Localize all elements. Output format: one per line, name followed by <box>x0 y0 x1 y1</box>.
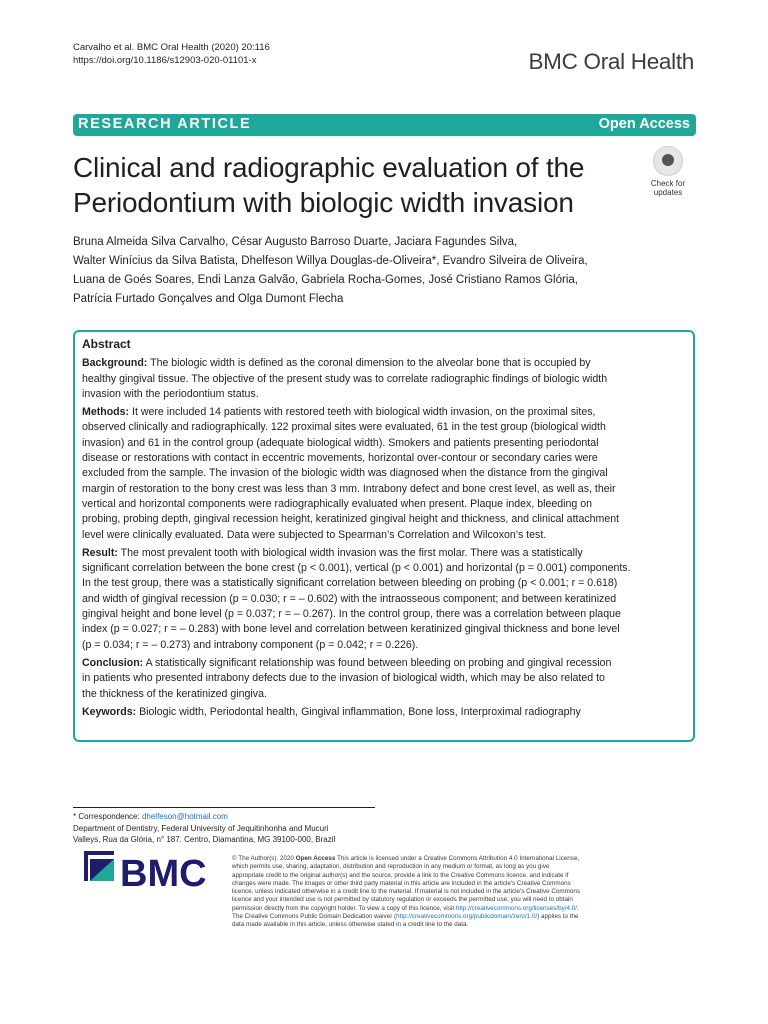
license-text: licence and your intended use is not permitted by statutory regulation or exceeds the permitted use, you will need to obtain <box>232 896 573 904</box>
check-for-updates-badge[interactable] <box>643 146 693 202</box>
abstract <box>82 337 688 723</box>
abstract-text: the thickness of the keratinized gingiva. <box>82 687 267 700</box>
abstract-text: probing, probing depth, gingival recession height, keratinized gingival height and thickness, and clinical attachment <box>82 513 620 526</box>
abstract-text: index (p = 0.027; r = – 0.283) with bone level and correlation between keratinized gingival thickness and bone level <box>82 623 620 636</box>
license-text: which permits use, sharing, adaptation, distribution and reproduction in any medium or format, as long as you give <box>232 863 550 871</box>
correspondence <box>73 811 393 846</box>
abstract-text: It were included 14 patients with restored teeth with biological width invasion, on the proximal sites, <box>129 406 596 419</box>
cc-by-license-link[interactable]: http://creativecommons.org/licenses/by/4.0/ <box>455 904 577 912</box>
abstract-text: invasion with the periodontium status. <box>82 387 259 400</box>
license-text: The Creative Commons Public Domain Dedication waiver ( <box>232 913 397 921</box>
abstract-text: The most prevalent tooth with biological width invasion was the first molar. There was a statistically <box>117 546 583 559</box>
affiliation-line: Department of Dentistry, Federal University of Jequitinhonha and Mucuri <box>73 823 329 833</box>
citation-line: Carvalho et al. BMC Oral Health (2020) 20:116 <box>73 42 270 53</box>
check-for-updates-line: updates <box>653 188 683 197</box>
license-text: This article is licensed under a Creative Commons Attribution 4.0 International License, <box>335 855 580 862</box>
footnote-divider <box>73 807 375 808</box>
keywords-text: Biologic width, Periodontal health, Gingival inflammation, Bone loss, Interproximal radiography <box>136 705 581 718</box>
article-type-banner <box>73 114 696 136</box>
check-for-updates-label <box>643 179 693 197</box>
abstract-text: and width of gingival recession (p = 0.030; r = – 0.602) with the intraosseous component; and between keratinized <box>82 592 617 605</box>
abstract-conclusion <box>82 656 688 702</box>
abstract-text: significant correlation between the bone crest (p < 0.001), vertical (p < 0.001) and horizontal (p = 0.001) components. <box>82 562 631 575</box>
abstract-text: excluded from the sample. The invasion of the biologic width was diagnosed when the distance from the gingival <box>82 467 608 480</box>
bmc-logo <box>84 851 224 893</box>
section-label: Conclusion: <box>82 656 144 669</box>
citation-block <box>73 41 270 67</box>
license-text: appropriate credit to the original author(s) and the source, provide a link to the Creative Commons licence, and indicate if <box>232 871 569 879</box>
license-text: licence, unless indicated otherwise in a credit line to the material. If material is not included in the article's Creative Commons <box>232 888 581 896</box>
copyright-text: © The Author(s). 2020 <box>232 855 296 862</box>
author-line: Bruna Almeida Silva Carvalho, César Augusto Barroso Duarte, Jaciara Fagundes Silva, <box>73 236 518 248</box>
license-notice <box>232 855 692 930</box>
author-list <box>73 233 673 309</box>
title-line: Periodontium with biologic width invasion <box>73 187 574 218</box>
article-title <box>73 150 633 220</box>
abstract-text: gingival height and bone level (p = 0.037; r = – 0.267). In the control group, there was a correlation between plaque <box>82 608 621 621</box>
abstract-methods <box>82 405 688 543</box>
article-type-label: RESEARCH ARTICLE <box>78 116 252 132</box>
bmc-logo-mark <box>84 851 224 893</box>
abstract-text: A statistically significant relationship was found between bleeding on probing and gingival recession <box>143 656 612 669</box>
abstract-text: in patients who presented intrabony defects due to the invasion of biological width, which may be also related to <box>82 672 605 685</box>
abstract-heading: Abstract <box>82 337 131 351</box>
abstract-text: margin of restoration to the bony crest was less than 3 mm. Intrabony defect and bone crest level, as well as, their <box>82 482 616 495</box>
open-access-label: Open Access <box>598 116 690 132</box>
title-line: Clinical and radiographic evaluation of the <box>73 152 585 183</box>
cc-zero-link[interactable]: http://creativecommons.org/publicdomain/zero/1.0/ <box>396 913 538 921</box>
section-label: Keywords: <box>82 705 137 718</box>
abstract-text: observed clinically and radiographically. 122 proximal sites were evaluated, 61 in the test group (biological width <box>82 421 606 434</box>
bmc-logo-text: BMC <box>120 853 207 893</box>
license-text: ) applies to the <box>537 913 579 921</box>
section-label: Result: <box>82 546 118 559</box>
section-label: Background: <box>82 357 148 370</box>
journal-name: BMC Oral Health <box>528 49 694 74</box>
abstract-background <box>82 356 688 402</box>
license-text: changes were made. The images or other third party material in this article are included in the article's Creative Commons <box>232 879 571 887</box>
section-label: Methods: <box>82 406 130 419</box>
license-text: permission directly from the copyright holder. To view a copy of this licence, visit <box>232 904 456 912</box>
abstract-text: disease or restorations with contact in eccentric movements, horizontal over-contour or secondary caries were <box>82 452 598 465</box>
license-text: data made available in this article, unless otherwise stated in a credit line to the data. <box>232 921 469 929</box>
license-text: . <box>576 904 579 912</box>
check-for-updates-icon <box>653 146 683 176</box>
open-access-bold: Open Access <box>295 855 336 862</box>
abstract-text: healthy gingival tissue. The objective of the present study was to correlate radiographic findings of biologic width <box>82 372 608 385</box>
abstract-text: level were clinically evaluated. Data were subjected to Spearman’s Correlation and Wilcoxon’s test. <box>82 528 547 541</box>
abstract-text: In the test group, there was a statistically significant correlation between bleeding on probing (p < 0.001; r = 0.618) <box>82 577 618 590</box>
author-line: Walter Winícius da Silva Batista, Dhelfeson Willya Douglas-de-Oliveira*, Evandro Silveira de Oliveira, <box>73 255 588 267</box>
abstract-text: The biologic width is defined as the coronal dimension to the alveolar bone that is occupied by <box>147 357 591 370</box>
abstract-text: vertical and horizontal components were radiographically evaluated when present. Plaque index, bleeding on <box>82 497 593 510</box>
author-line: Patrícia Furtado Gonçalves and Olga Dumont Flecha <box>73 293 344 305</box>
correspondence-prefix: * Correspondence: <box>73 812 142 821</box>
correspondence-email-link[interactable]: dhelfeson@hotmail.com <box>141 812 228 821</box>
abstract-result <box>82 546 688 653</box>
abstract-text: (p = 0.034; r = – 0.273) and intrabony component (p = 0.042; r = 0.226). <box>82 638 419 651</box>
check-for-updates-line: Check for <box>650 179 686 188</box>
abstract-keywords <box>82 705 688 720</box>
abstract-text: invasion) and 61 in the control group (adequate biological width). Smokers and patients presenting periodontal <box>82 436 599 449</box>
author-line: Luana de Goés Soares, Endi Lanza Galvão, Gabriela Rocha-Gomes, José Cristiano Ramos Glória, <box>73 274 578 286</box>
doi-link[interactable]: https://doi.org/10.1186/s12903-020-01101-x <box>73 55 257 66</box>
affiliation-line: Valleys, Rua da Glória, n° 187. Centro, Diamantina, MG 39100-000, Brazil <box>73 835 336 844</box>
